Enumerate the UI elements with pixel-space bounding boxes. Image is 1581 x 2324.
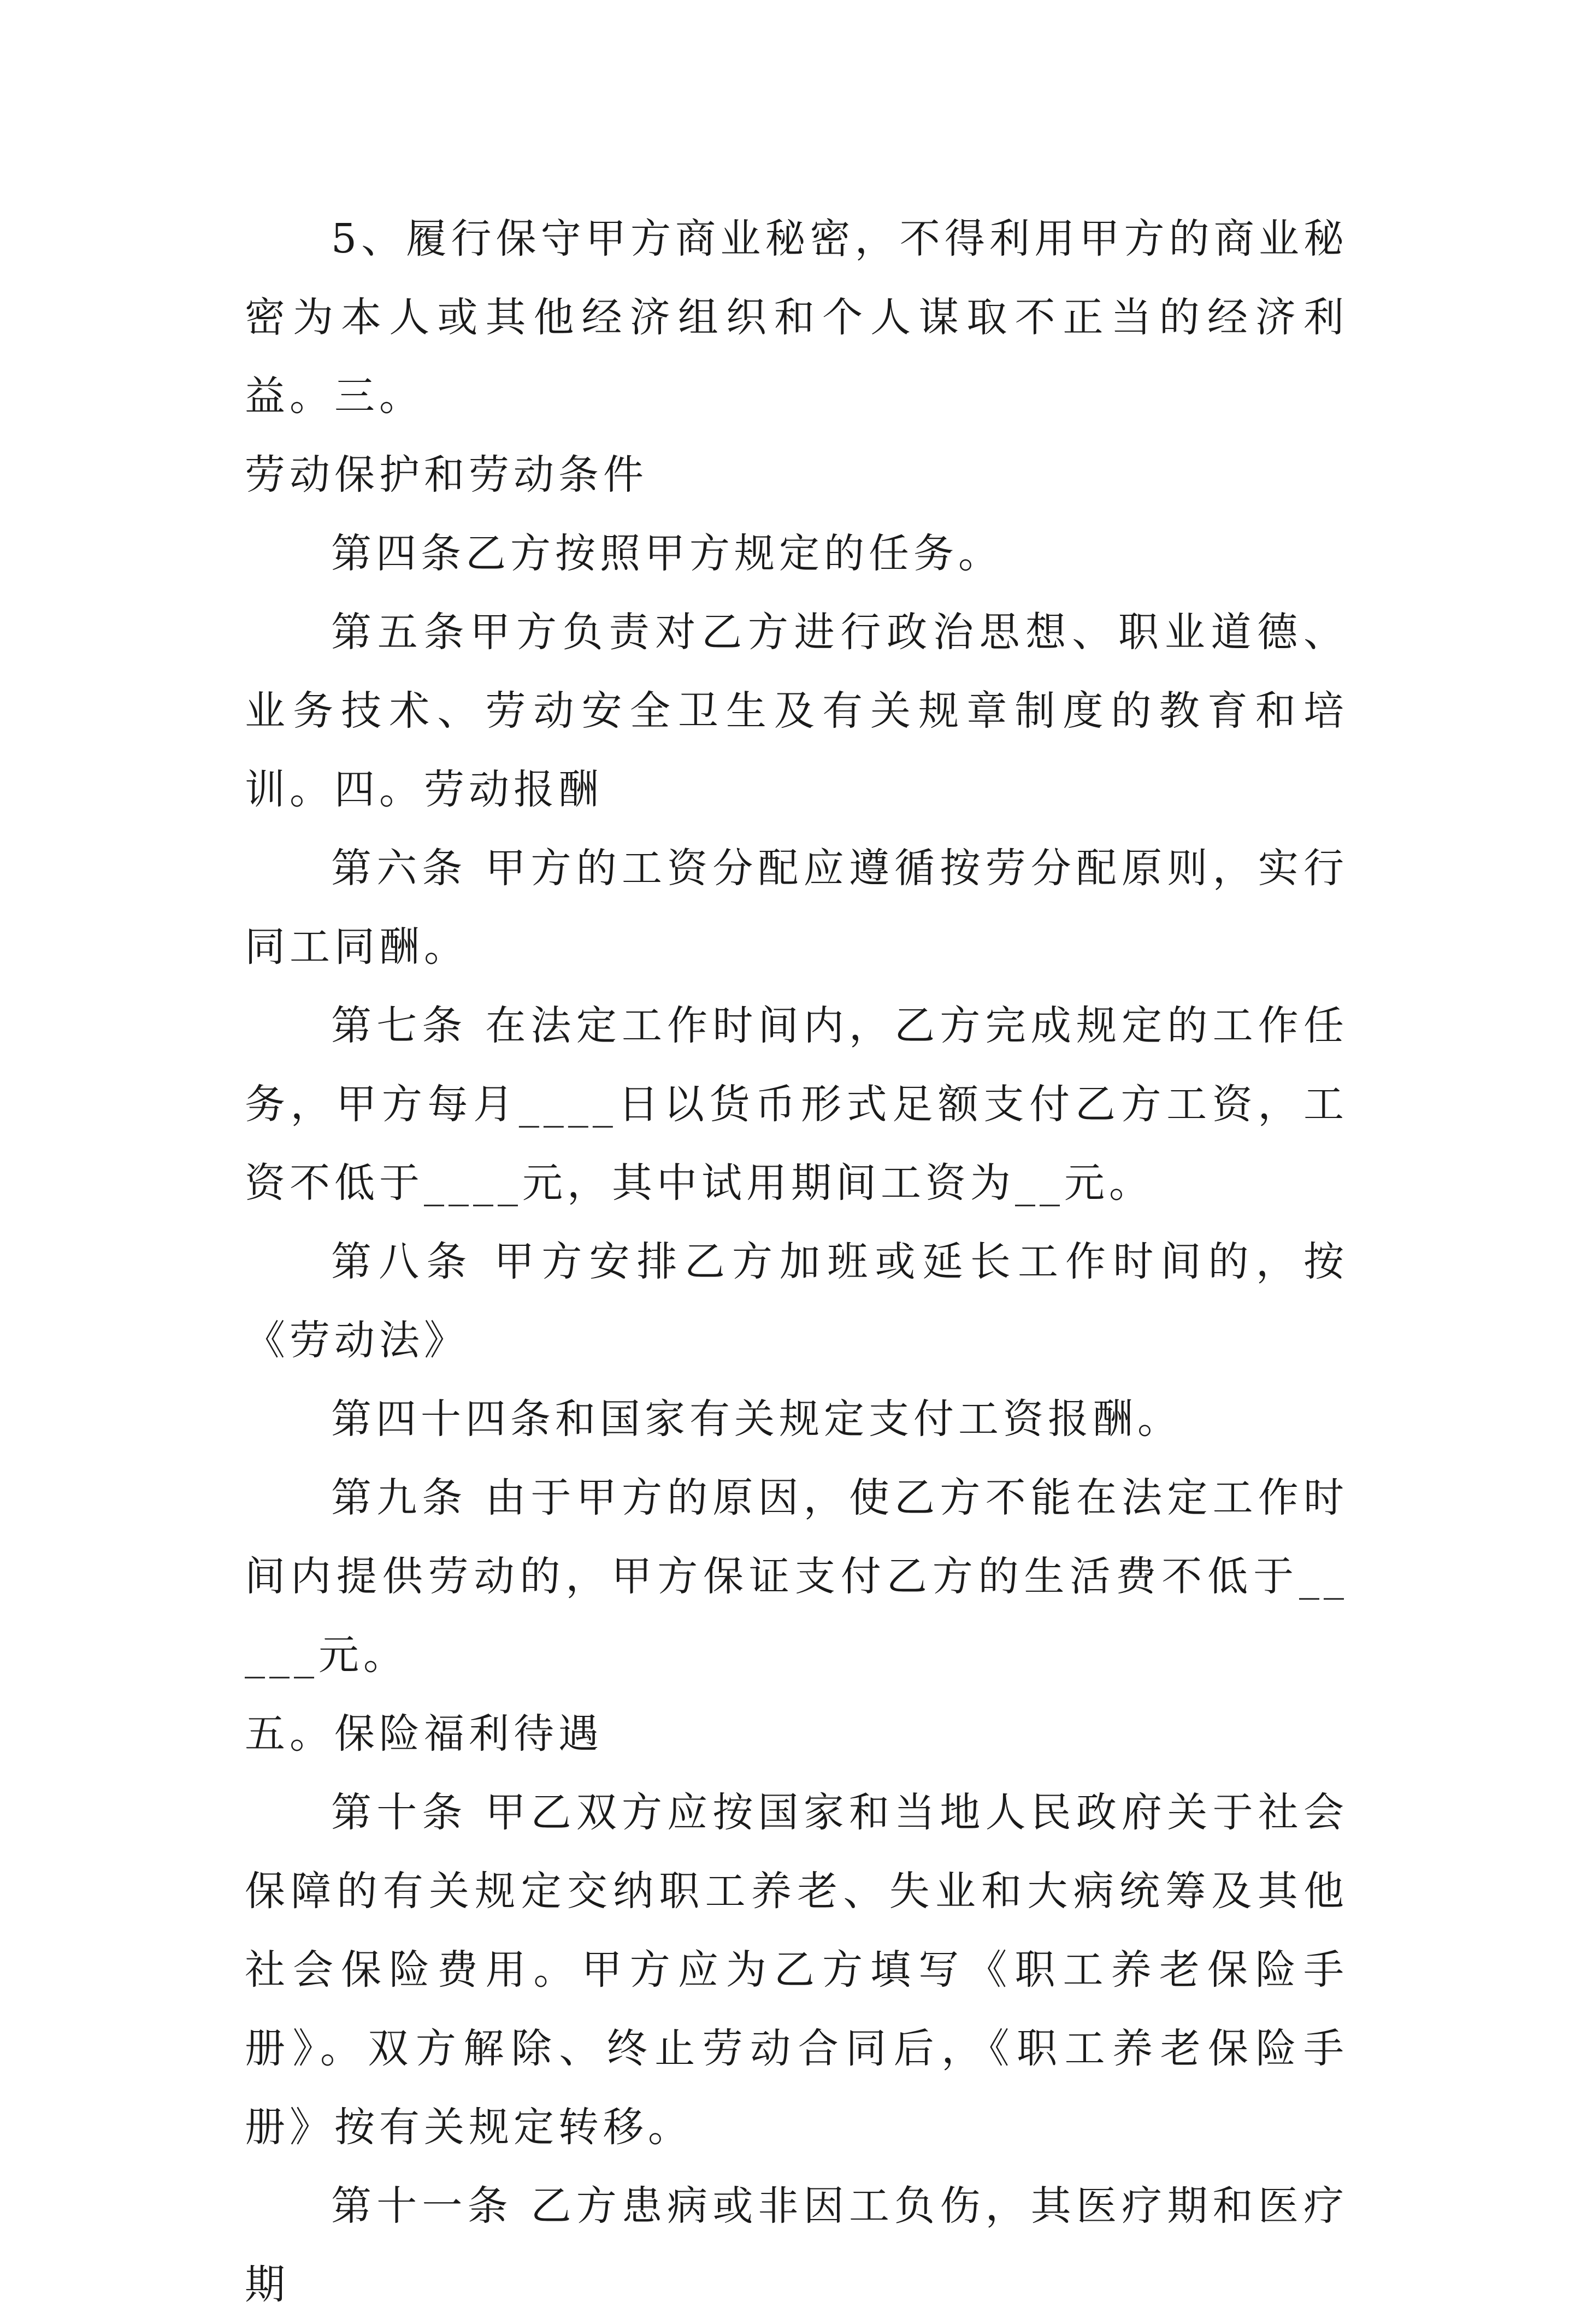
paragraph-article-5: 第五条甲方负责对乙方进行政治思想、职业道德、业务技术、劳动安全卫生及有关规章制度的教育和培训。四。劳动报酬 <box>245 609 1348 813</box>
paragraph-article-9: 第九条 由于甲方的原因，使乙方不能在法定工作时间内提供劳动的，甲方保证支付乙方的生活费不低于_____元。 <box>245 1474 1348 1679</box>
section-heading-insurance-benefits: 五。保险福利待遇 <box>245 1710 603 1757</box>
paragraph-article-44-reference: 第四十四条和国家有关规定支付工资报酬。 <box>331 1396 1182 1443</box>
paragraph-article-7: 第七条 在法定工作时间内，乙方完成规定的工作任务，甲方每月____日以货币形式足额支付乙方工资，工资不低于____元，其中试用期间工资为__元。 <box>245 1002 1348 1207</box>
paragraph-article-10: 第十条 甲乙双方应按国家和当地人民政府关于社会保障的有关规定交纳职工养老、失业和大病统筹及其他社会保险费用。甲方应为乙方填写《职工养老保险手册》。双方解除、终止劳动合同后，《职工养老保险手册》按有关规定转移。 <box>245 1789 1348 2151</box>
paragraph-article-11: 第十一条 乙方患病或非因工负伤，其医疗期和医疗期 <box>245 2182 1348 2308</box>
document-body <box>245 199 1348 2324</box>
section-heading-labor-protection: 劳动保护和劳动条件 <box>245 451 648 498</box>
paragraph-article-4: 第四条乙方按照甲方规定的任务。 <box>331 530 1003 577</box>
paragraph-article-6: 第六条 甲方的工资分配应遵循按劳分配原则，实行同工同酬。 <box>245 845 1348 970</box>
paragraph-clause-5-confidentiality: 5、履行保守甲方商业秘密，不得利用甲方的商业秘密为本人或其他经济组织和个人谋取不正当的经济利益。三。 <box>245 215 1348 420</box>
paragraph-article-8: 第八条 甲方安排乙方加班或延长工作时间的，按《劳动法》 <box>245 1238 1348 1364</box>
